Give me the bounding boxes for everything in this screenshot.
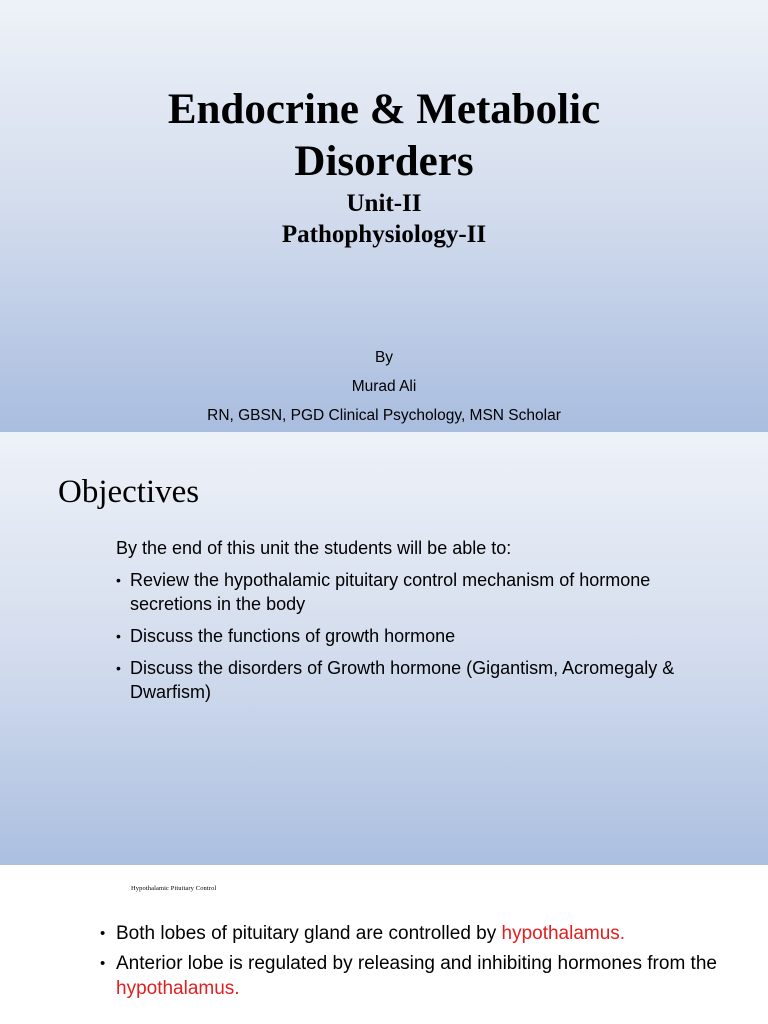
unit-label: Unit-II [346, 190, 422, 217]
objectives-body [116, 536, 736, 712]
list-item: • Review the hypothalamic pituitary control mechanism of hormone secretions in the body [116, 568, 736, 616]
list-item: • Discuss the functions of growth hormone [116, 624, 736, 648]
list-item: • Discuss the disorders of Growth hormone (Gigantism, Acromegaly & Dwarfism) [116, 656, 736, 704]
author-block [0, 343, 768, 430]
slide-heading: Objectives [58, 474, 200, 510]
presentation-subtitle [0, 188, 768, 250]
author-credentials: RN, GBSN, PGD Clinical Psychology, MSN Scholar [207, 407, 561, 424]
title-line-2: Disorders [294, 138, 474, 185]
author-name: Murad Ali [351, 378, 417, 395]
slide-small-title: Hypothalamic Pituitary Control [131, 885, 217, 892]
slide-body [100, 921, 720, 1006]
list-item [100, 951, 720, 1001]
title-line-1: Endocrine & Metabolic [167, 86, 601, 133]
objectives-slide [0, 432, 768, 865]
bullet-text: Both lobes of pituitary gland are controlled by [116, 923, 502, 944]
highlight-text: hypothalamus. [501, 923, 626, 944]
highlight-text: hypothalamus. [116, 978, 240, 999]
content-slide [0, 865, 768, 1024]
course-label: Pathophysiology-II [281, 221, 487, 248]
objectives-list [116, 568, 736, 704]
objectives-intro: By the end of this unit the students will be able to: [116, 538, 512, 558]
by-label: By [374, 349, 394, 366]
title-slide [0, 0, 768, 432]
bullet-text: Anterior lobe is regulated by releasing and inhibiting hormones from the [116, 953, 717, 974]
list-item [100, 921, 720, 946]
presentation-title [0, 84, 768, 188]
